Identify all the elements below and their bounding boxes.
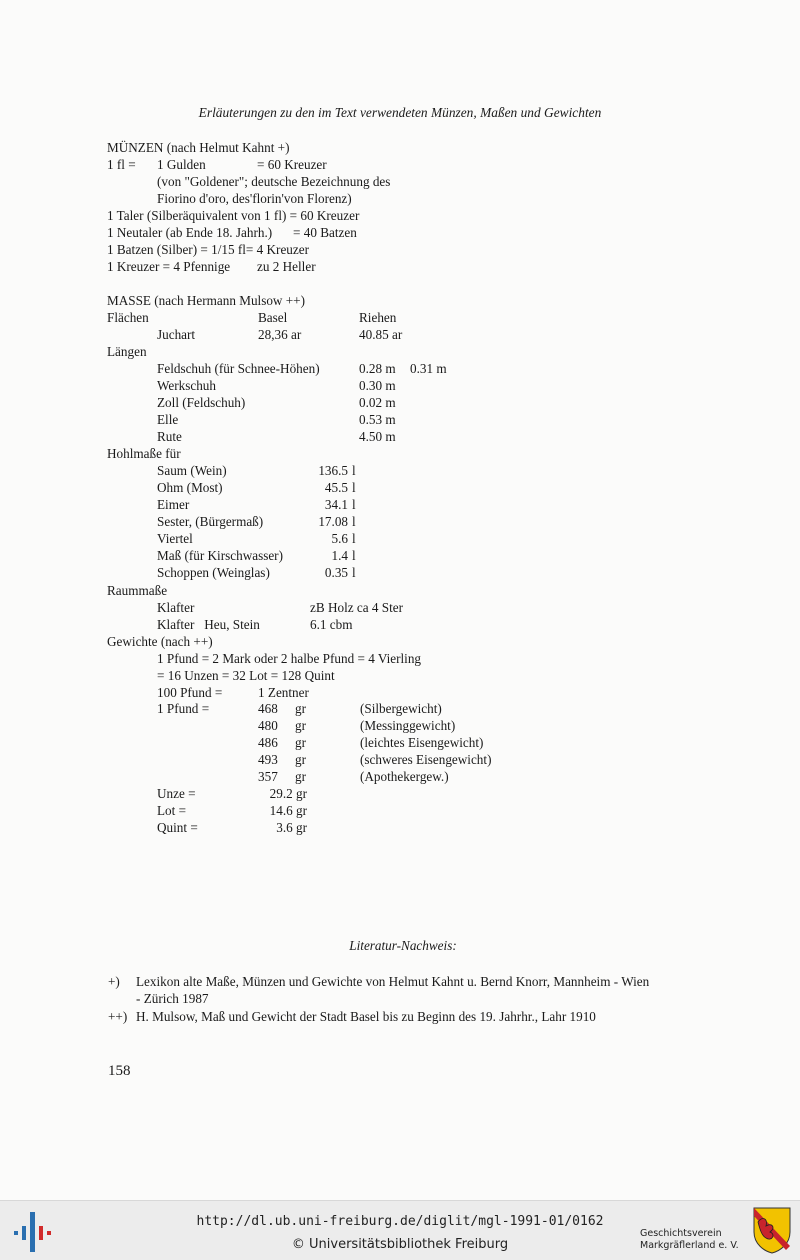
- section-title-muenzen: MÜNZEN (nach Helmut Kahnt +): [107, 140, 290, 155]
- measure-value: zB Holz ca 4 Ster: [310, 600, 404, 615]
- section-title-masse: MASSE (nach Hermann Mulsow ++): [107, 293, 306, 308]
- muenzen-line: = 40 Batzen: [293, 225, 357, 240]
- weight-name: Unze =: [157, 786, 196, 801]
- measure-value: 40.85 ar: [359, 327, 403, 342]
- measure-name: Werkschuh: [157, 378, 216, 393]
- measure-value: 0.02 m: [359, 395, 396, 410]
- measure-name: Klafter: [157, 600, 195, 615]
- muenzen-line: zu 2 Heller: [257, 259, 316, 274]
- weight-unit: gr: [295, 752, 306, 767]
- measure-value: 1.4: [331, 548, 348, 563]
- measure-unit: l: [352, 514, 356, 529]
- weight-value: 480: [258, 718, 278, 733]
- weight-value: 468: [258, 701, 278, 716]
- measure-name: Klafter Heu, Stein: [157, 617, 260, 632]
- measure-unit: l: [352, 497, 356, 512]
- measure-value: 0.53 m: [359, 412, 396, 427]
- weight-note: (schweres Eisengewicht): [360, 752, 492, 767]
- measure-unit: l: [352, 531, 356, 546]
- measure-name: Zoll (Feldschuh): [157, 395, 246, 410]
- muenzen-line: (von "Goldener"; deutsche Bezeichnung des: [157, 174, 391, 189]
- weight-note: (Messinggewicht): [360, 718, 456, 733]
- measure-name: Eimer: [157, 497, 190, 512]
- column-header-basel: Basel: [258, 310, 288, 325]
- subsection-label: Flächen: [107, 310, 149, 325]
- measure-value: 17.08: [318, 514, 348, 529]
- muenzen-line: 1 Taler (Silberäquivalent von 1 fl) = 60 Kreuzer: [107, 208, 360, 223]
- weight-value: 29.2 gr: [269, 786, 307, 801]
- measure-unit: l: [352, 480, 356, 495]
- muenzen-line: 1 Gulden: [157, 157, 206, 172]
- weight-unit: gr: [295, 701, 306, 716]
- muenzen-line: Fiorino d'oro, des'florin'von Florenz): [157, 191, 352, 206]
- measure-name: Ohm (Most): [157, 480, 223, 495]
- measure-value: 0.35: [324, 565, 348, 580]
- measure-unit: l: [352, 548, 356, 563]
- weight-note: (Silbergewicht): [360, 701, 442, 716]
- weight-definition: = 16 Unzen = 32 Lot = 128 Quint: [157, 668, 335, 683]
- coat-of-arms-icon: [752, 1206, 792, 1254]
- organization-line: Markgräflerland e. V.: [640, 1240, 739, 1251]
- measure-name: Schoppen (Weinglas): [157, 565, 270, 580]
- weight-unit: gr: [295, 769, 306, 784]
- measure-name: Juchart: [157, 327, 196, 342]
- literature-heading: Literatur-Nachweis:: [349, 938, 457, 953]
- weight-value: 1 Zentner: [258, 685, 309, 700]
- weight-definition: 1 Pfund = 2 Mark oder 2 halbe Pfund = 4 Vierling: [157, 651, 422, 666]
- organization-name: [640, 1228, 739, 1252]
- weight-name: Lot =: [157, 803, 187, 818]
- measure-name: Rute: [157, 429, 182, 444]
- measure-value: 0.31 m: [410, 361, 447, 376]
- muenzen-line: 1 fl =: [107, 157, 136, 172]
- measure-name: Saum (Wein): [157, 463, 227, 478]
- measure-value: 6.1 cbm: [310, 617, 353, 632]
- weight-unit: gr: [295, 735, 306, 750]
- subsection-label: Hohlmaße für: [107, 446, 181, 461]
- measure-unit: l: [352, 565, 356, 580]
- weight-value: 493: [258, 752, 278, 767]
- measure-value: 28,36 ar: [258, 327, 302, 342]
- reference-text: H. Mulsow, Maß und Gewicht der Stadt Basel bis zu Beginn des 19. Jahrhr., Lahr 1910: [136, 1009, 596, 1024]
- measure-name: Feldschuh (für Schnee-Höhen): [157, 361, 320, 376]
- weight-note: (leichtes Eisengewicht): [360, 735, 484, 750]
- weight-unit: gr: [295, 718, 306, 733]
- weight-note: (Apothekergew.): [360, 769, 449, 784]
- weight-value: 14.6 gr: [269, 803, 307, 818]
- organization-line: Geschichtsverein: [640, 1228, 722, 1239]
- measure-value: 5.6: [331, 531, 348, 546]
- measure-value: 136.5: [318, 463, 348, 478]
- muenzen-line: 1 Kreuzer = 4 Pfennige: [107, 259, 231, 274]
- page-number: 158: [108, 1063, 131, 1079]
- weight-value: 486: [258, 735, 278, 750]
- muenzen-line: = 60 Kreuzer: [257, 157, 327, 172]
- measure-name: Elle: [157, 412, 179, 427]
- measure-value: 0.28 m: [359, 361, 396, 376]
- subsection-label: Längen: [107, 344, 147, 359]
- copyright-text: © Universitätsbibliothek Freiburg: [291, 1237, 509, 1252]
- reference-text: Lexikon alte Maße, Münzen und Gewichte von Helmut Kahnt u. Bernd Knorr, Mannheim - Wien: [136, 974, 650, 989]
- subsection-label: Gewichte (nach ++): [107, 634, 213, 649]
- measure-value: 45.5: [324, 480, 348, 495]
- measure-name: Viertel: [157, 531, 193, 546]
- muenzen-line: 1 Batzen (Silber) = 1/15 fl= 4 Kreuzer: [107, 242, 309, 257]
- measure-value: 4.50 m: [359, 429, 396, 444]
- reference-mark: +): [108, 974, 120, 989]
- measure-value: 0.30 m: [359, 378, 396, 393]
- reference-text: - Zürich 1987: [136, 991, 209, 1006]
- measure-name: Maß (für Kirschwasser): [157, 548, 283, 563]
- muenzen-line: 1 Neutaler (ab Ende 18. Jahrh.): [107, 225, 273, 240]
- weight-name: 100 Pfund =: [157, 685, 223, 700]
- measure-value: 34.1: [324, 497, 348, 512]
- reference-mark: ++): [108, 1009, 128, 1024]
- column-header-riehen: Riehen: [359, 310, 397, 325]
- measure-unit: l: [352, 463, 356, 478]
- page-header: Erläuterungen zu den im Text verwendeten Münzen, Maßen und Gewichten: [198, 105, 602, 120]
- measure-name: Sester, (Bürgermaß): [157, 514, 264, 529]
- subsection-label: Raummaße: [107, 583, 168, 598]
- weight-value: 3.6 gr: [276, 820, 307, 835]
- weight-value: 357: [258, 769, 278, 784]
- weight-name: 1 Pfund =: [157, 701, 210, 716]
- source-url-link[interactable]: http://dl.ub.uni-freiburg.de/diglit/mgl-1991-01/0162: [196, 1214, 604, 1229]
- weight-name: Quint =: [157, 820, 198, 835]
